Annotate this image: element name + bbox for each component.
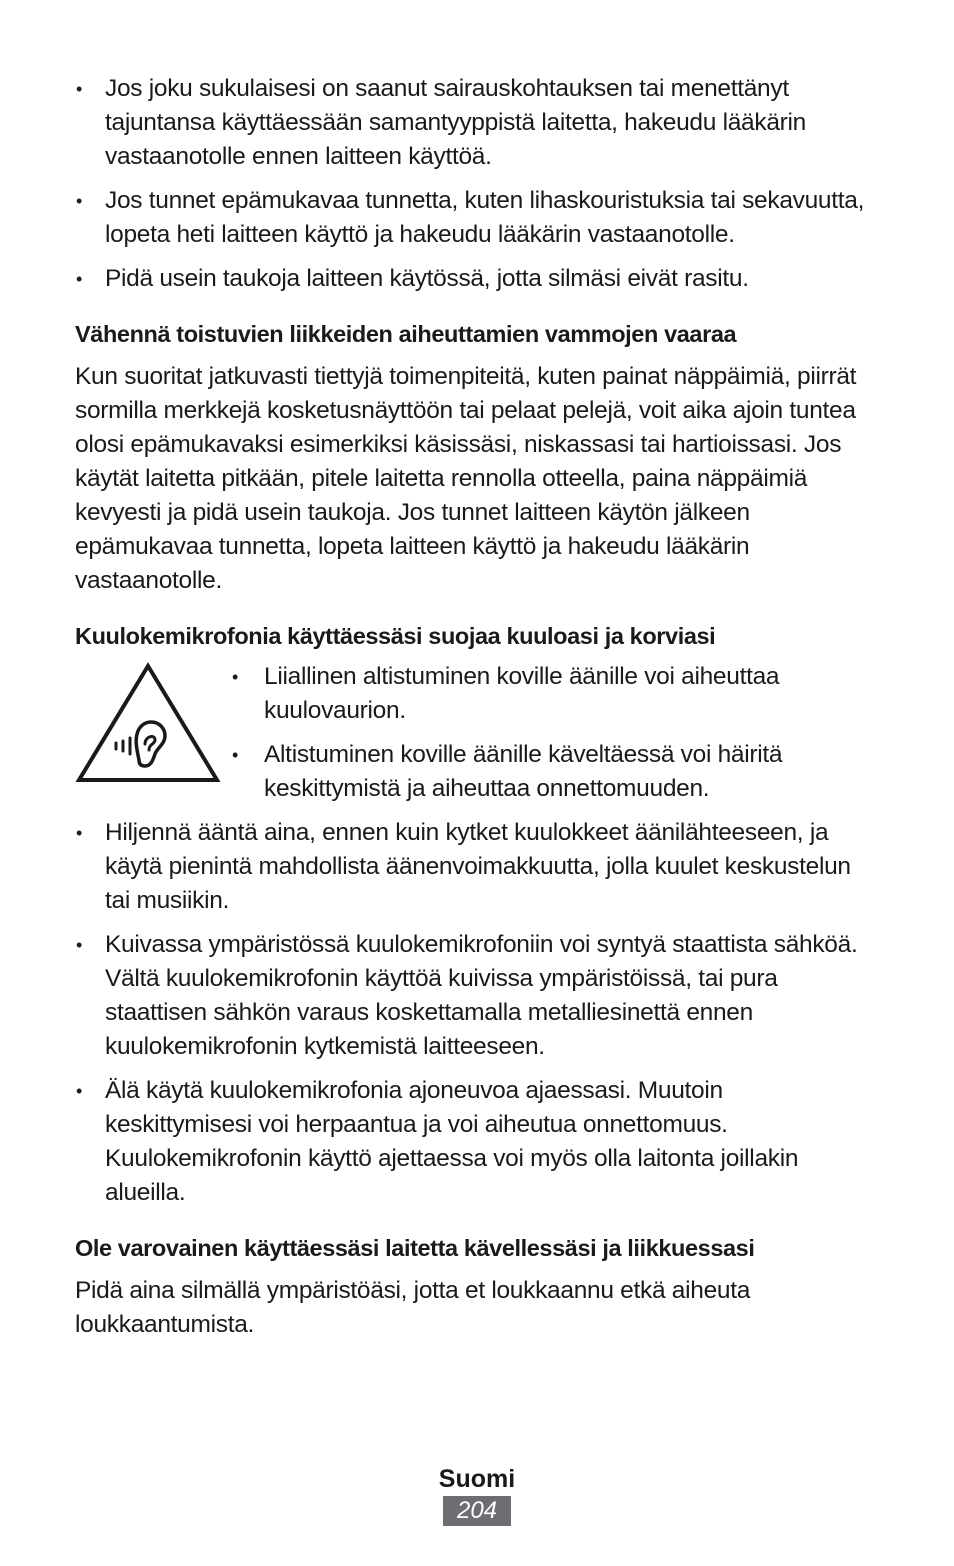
section-heading-headset: Kuulokemikrofonia käyttäessäsi suojaa kuuloasi ja korviasi — [75, 623, 716, 649]
headset-bullet-list — [75, 816, 875, 1210]
intro-bullet-list — [75, 72, 875, 296]
hearing-warning-bullet-list — [231, 660, 875, 816]
hearing-warning-block — [75, 660, 875, 816]
bullet-dot: • — [76, 79, 83, 99]
bullet-dot: • — [76, 191, 83, 211]
list-item: • Jos tunnet epämukavaa tunnetta, kuten lihaskouristuksia tai sekavuutta, lopeta heti laitteen käyttö ja hakeudu lääkärin vastaanotolle. — [75, 184, 875, 252]
bullet-dot: • — [76, 823, 83, 843]
bullet-dot: • — [76, 1081, 83, 1101]
bullet-dot: • — [76, 935, 83, 955]
page-footer — [0, 1462, 954, 1526]
list-item: • Jos joku sukulaisesi on saanut sairauskohtauksen tai menettänyt tajuntansa käyttäessään samantyyppistä laitetta, hakeudu lääkärin vastaanotolle ennen laitteen käyttöä. — [75, 72, 875, 174]
list-item: • Älä käytä kuulokemikrofonia ajoneuvoa ajaessasi. Muutoin keskittymisesi voi herpaantua ja voi aiheutua onnettomuus. Kuulokemikrofonin käyttö ajettaessa voi myös olla laitonta joillakin alueilla. — [75, 1074, 875, 1210]
section-heading-repetitive-motion: Vähennä toistuvien liikkeiden aiheuttamien vammojen vaaraa — [75, 321, 737, 347]
section-paragraph-repetitive-motion: Kun suoritat jatkuvasti tiettyjä toimenpiteitä, kuten painat näppäimiä, piirrät sormilla merkkejä kosketusnäyttöön tai pelaat pelejä, voit aika ajoin tuntea olosi epämukavaksi esimerkiksi käsissäsi, niskassasi tai hartioissasi. Jos käytät laitetta pitkään, pitele laitetta rennolla otteella, paina näppäimiä kevyesti ja pidä usein taukoja. Jos tunnet laitteen käytön jälkeen epämukavaa tunnetta, lopeta laitteen käyttö ja hakeudu lääkärin vastaanotolle. — [75, 363, 857, 594]
bullet-dot: • — [232, 667, 239, 687]
list-item: • Hiljennä ääntä aina, ennen kuin kytket kuulokkeet äänilähteeseen, ja käytä pienintä mahdollista äänenvoimakkuutta, jolla kuulet keskustelun tai musiikin. — [75, 816, 875, 918]
list-item: • Pidä usein taukoja laitteen käytössä, jotta silmäsi eivät rasitu. — [75, 262, 875, 296]
section-heading-walking: Ole varovainen käyttäessäsi laitetta kävellessäsi ja liikkuessasi — [75, 1235, 755, 1261]
list-item: • Liiallinen altistuminen koville äänille voi aiheuttaa kuulovaurion. — [231, 660, 875, 728]
bullet-dot: • — [232, 745, 239, 765]
page-content — [75, 72, 875, 1342]
footer-language: Suomi — [438, 1465, 516, 1493]
hearing-warning-icon — [75, 662, 221, 784]
bullet-dot: • — [76, 269, 83, 289]
list-item: • Altistuminen koville äänille käveltäessä voi häiritä keskittymistä ja aiheuttaa onnettomuuden. — [231, 738, 875, 806]
page-number: 204 — [443, 1496, 511, 1526]
section-paragraph-walking: Pidä aina silmällä ympäristöäsi, jotta et loukkaannu etkä aiheuta loukkaantumista. — [75, 1277, 751, 1338]
list-item: • Kuivassa ympäristössä kuulokemikrofoniin voi syntyä staattista sähköä. Vältä kuulokemikrofonin käyttöä kuivissa ympäristöissä, tai pura staattisen sähkön varaus koskettamalla metalliesinettä ennen kuulokemikrofonin kytkemistä laitteeseen. — [75, 928, 875, 1064]
